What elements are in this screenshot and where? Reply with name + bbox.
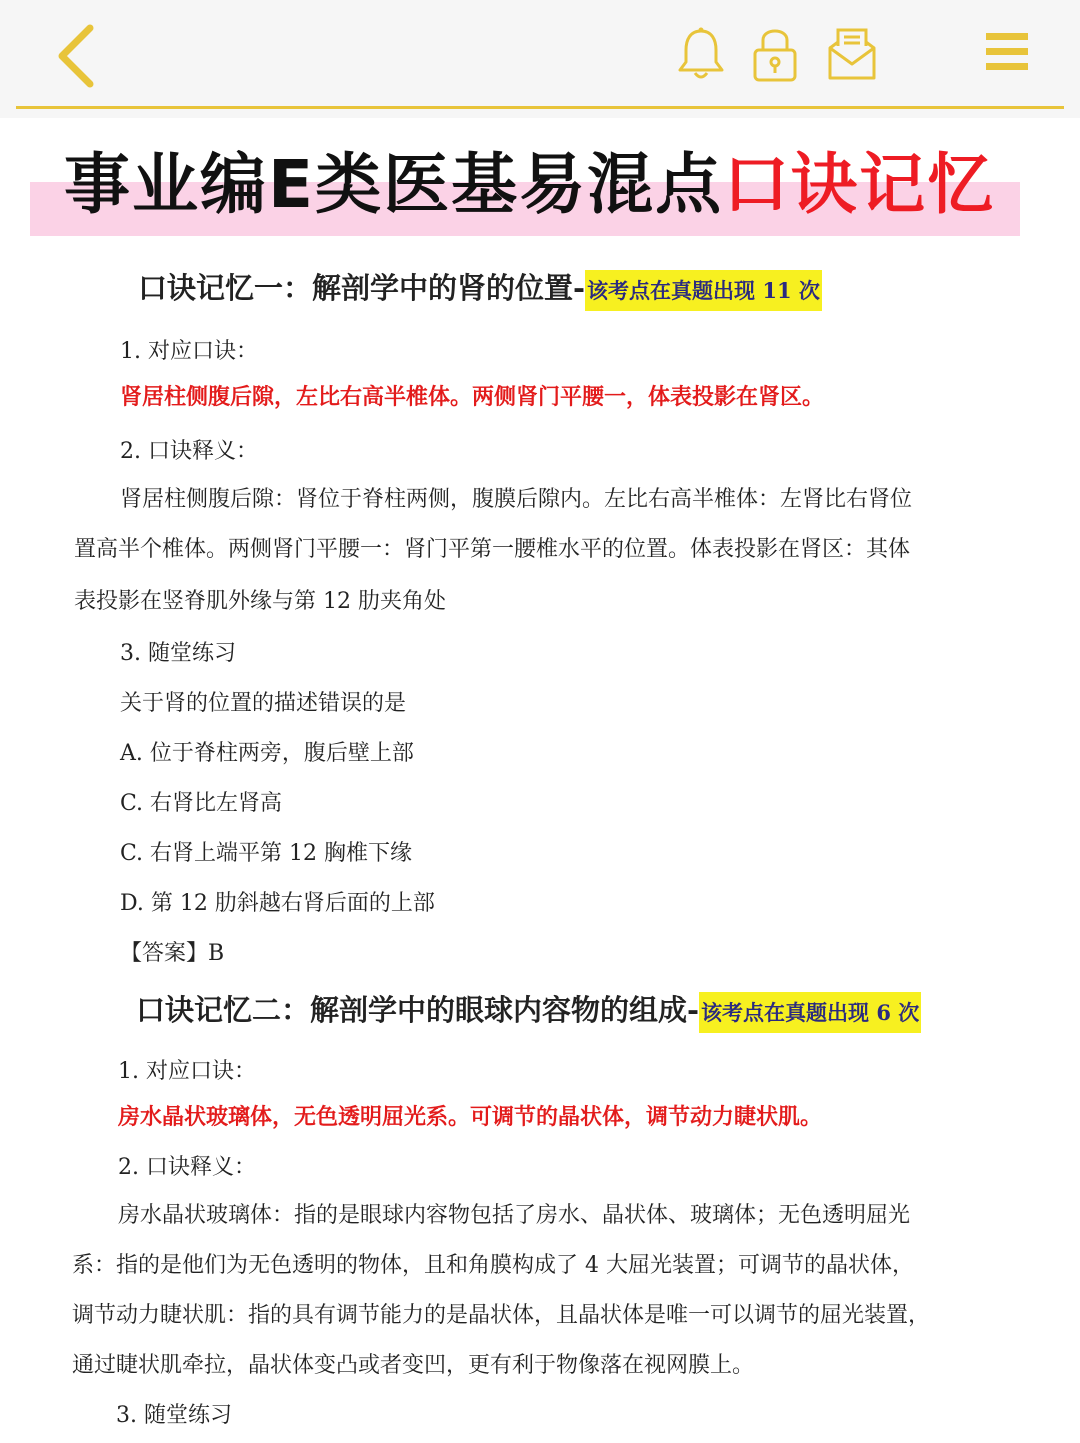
section1-item2-label: 2. 口诀释义： xyxy=(120,439,258,464)
bell-icon[interactable] xyxy=(676,26,726,82)
section1-item1-label: 1. 对应口诀： xyxy=(120,339,258,364)
section1-mnemonic: 肾居柱侧腹后隙，左比右高半椎体。两侧肾门平腰一，体表投影在肾区。 xyxy=(120,384,825,410)
section1-heading-text: 口诀记忆一：解剖学中的肾的位置- xyxy=(138,271,586,305)
title-red: 口诀记忆 xyxy=(723,146,996,223)
section2-explanation-line2: 系：指的是他们为无色透明的物体，且和角膜构成了 4 大屈光装置；可调节的晶状体， xyxy=(72,1253,914,1278)
section1-option: A. 位于脊柱两旁，腹后壁上部 xyxy=(120,741,414,766)
mail-icon[interactable] xyxy=(826,26,878,82)
section2-item1-label: 1. 对应口诀： xyxy=(118,1059,256,1084)
menu-icon[interactable] xyxy=(984,30,1032,74)
section1-explanation-line3: 表投影在竖脊肌外缘与第 12 肋夹角处 xyxy=(74,589,446,614)
title-black: 事业编E类医基易混点 xyxy=(64,146,724,223)
section2-item2-label: 2. 口诀释义： xyxy=(118,1155,256,1180)
section2-heading-text: 口诀记忆二：解剖学中的眼球内容物的组成- xyxy=(136,993,700,1027)
section1-option: C. 右肾上端平第 12 胸椎下缘 xyxy=(120,841,413,866)
section2-explanation-line3: 调节动力睫状肌：指的具有调节能力的是晶状体，且晶状体是唯一可以调节的屈光装置， xyxy=(72,1303,931,1328)
section1-item3-label: 3. 随堂练习 xyxy=(120,641,236,666)
section1-explanation-line1: 肾居柱侧腹后隙：肾位于脊柱两侧，腹膜后隙内。左比右高半椎体：左肾比右肾位 xyxy=(120,487,913,512)
section1-frequency-highlight: 该考点在真题出现 11 次 xyxy=(585,270,822,311)
section1-answer: 【答案】B xyxy=(120,941,225,966)
page-title xyxy=(64,140,1024,230)
section2-heading xyxy=(136,988,921,1029)
section1-option: C. 右肾比左肾高 xyxy=(120,791,283,816)
back-icon[interactable] xyxy=(52,22,98,90)
lock-icon[interactable] xyxy=(750,24,800,84)
section1-option: D. 第 12 肋斜越右肾后面的上部 xyxy=(120,891,435,916)
section2-item3-label: 3. 随堂练习 xyxy=(116,1403,232,1428)
section2-mnemonic: 房水晶状玻璃体，无色透明屈光系。可调节的晶状体，调节动力睫状肌。 xyxy=(118,1104,823,1130)
section2-explanation-line1: 房水晶状玻璃体：指的是眼球内容物包括了房水、晶状体、玻璃体；无色透明屈光 xyxy=(118,1203,911,1228)
section2-frequency-highlight: 该考点在真题出现 6 次 xyxy=(699,992,921,1033)
section1-explanation-line2: 置高半个椎体。两侧肾门平腰一：肾门平第一腰椎水平的位置。体表投影在肾区：其体 xyxy=(74,537,911,562)
section1-heading xyxy=(138,266,822,307)
top-nav-bar xyxy=(0,0,1080,118)
nav-divider xyxy=(16,106,1064,109)
section1-question: 关于肾的位置的描述错误的是 xyxy=(120,691,407,716)
section2-explanation-line4: 通过睫状肌牵拉，晶状体变凸或者变凹，更有利于物像落在视网膜上。 xyxy=(72,1353,755,1378)
